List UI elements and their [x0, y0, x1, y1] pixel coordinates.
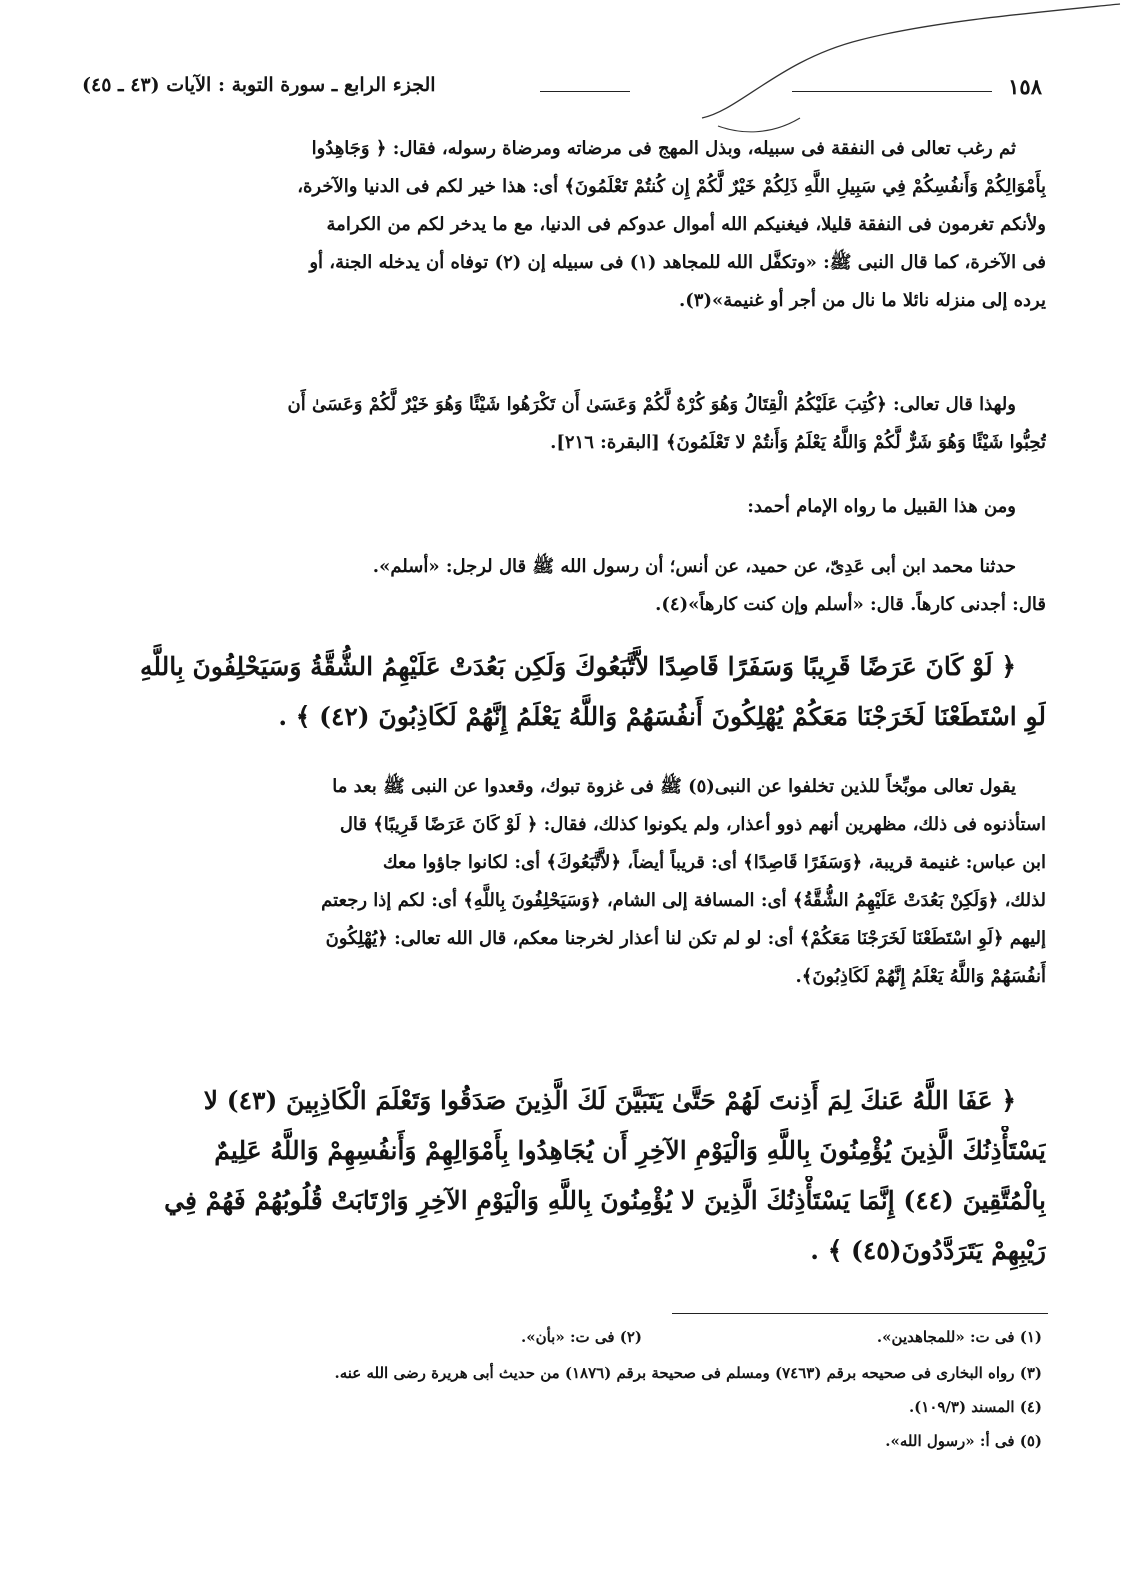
paragraph-line: استأذنوه فى ذلك، مظهرين أنهم ذوو أعذار، ولم يكونوا كذلك، فقال: ﴿ لَوْ كَانَ عَرَضًا قَرِيبًا﴾ قال [339, 814, 1046, 835]
verse-line: رَيْبِهِمْ يَتَرَدَّدُونَ(٤٥) ﴾ . [810, 1236, 1046, 1265]
paragraph-line: لذلك، ﴿وَلَكِنْ بَعُدَتْ عَلَيْهِمُ الشُّقَّةُ﴾ أى: المسافة إلى الشام، ﴿وَسَيَحْلِفُونَ بِاللَّهِ﴾ أى: لكم إذا رجعتم [321, 890, 1046, 911]
header-rule-right [792, 91, 992, 92]
paragraph-line: حدثنا محمد ابن أبى عَدِىّ، عن حميد، عن أنس؛ أن رسول الله ﷺ قال لرجل: «أسلم». [372, 556, 1016, 577]
footnote-row-1 [72, 1328, 1042, 1346]
footnote-5: (٥) فى أ: «رسول الله». [885, 1432, 1042, 1450]
verse-line: يَسْتَأْذِنُكَ الَّذِينَ يُؤْمِنُونَ بِاللَّهِ وَالْيَوْمِ الآخِرِ أَن يُجَاهِدُوا بِأَمْوَالِهِمْ وَأَنفُسِهِمْ وَاللَّهُ عَلِيمٌ [214, 1136, 1046, 1165]
footnote-1: (١) فى ت: «للمجاهدين». [876, 1328, 1042, 1346]
footnote-rule [672, 1313, 1048, 1314]
running-header [78, 72, 1044, 106]
paragraph-line: فى الآخرة، كما قال النبى ﷺ: «وتكفَّل الله للمجاهد (١) فى سبيله إن (٢) توفاه أن يدخله الجنة، أو [309, 252, 1046, 273]
paragraph-line: ابن عباس: غنيمة قريبة، ﴿وَسَفَرًا قَاصِدًا﴾ أى: قريباً أيضاً، ﴿لاَّتَّبَعُوكَ﴾ أى: لكانوا جاؤوا معك [382, 852, 1046, 873]
paragraph-line: ولأنكم تغرمون فى النفقة قليلا، فيغنيكم الله أموال عدوكم فى الدنيا، مع ما يدخر لكم من الكرامة [326, 214, 1046, 235]
footnote-3: (٣) رواه البخارى فى صحيحه برقم (٧٤٦٣) ومسلم فى صحيحة برقم (١٨٧٦) من حديث أبى هريرة رضى الله عنه. [334, 1364, 1042, 1382]
paragraph-line: تُحِبُّوا شَيْئًا وَهُوَ شَرٌّ لَّكُمْ وَاللَّهُ يَعْلَمُ وَأَنتُمْ لا تَعْلَمُونَ﴾ [البقرة: ٢١٦]. [550, 432, 1046, 453]
verse-line: ﴿ لَوْ كَانَ عَرَضًا قَرِيبًا وَسَفَرًا قَاصِدًا لاَّتَّبَعُوكَ وَلَكِن بَعُدَتْ عَلَيْهِمُ الشُّقَّةُ وَسَيَحْلِفُونَ بِاللَّهِ [139, 652, 1016, 681]
footnote-2: (٢) فى ت: «بأن». [521, 1328, 642, 1346]
header-rule-left [540, 91, 630, 92]
paragraph-line: إليهم ﴿لَوِ اسْتَطَعْنَا لَخَرَجْنَا مَعَكُمْ﴾ أى: لو لم تكن لنا أعذار لخرجنا معكم، قال الله تعالى: ﴿يُهْلِكُونَ [325, 928, 1046, 949]
paragraph-2 [76, 386, 1046, 462]
paragraph-5 [76, 768, 1046, 996]
quran-verse-block-1 [76, 642, 1046, 742]
verse-line: لَوِ اسْتَطَعْنَا لَخَرَجْنَا مَعَكُمْ يُهْلِكُونَ أَنفُسَهُمْ وَاللَّهُ يَعْلَمُ إِنَّهُمْ لَكَاذِبُونَ (٤٢) ﴾ . [278, 702, 1046, 731]
header-title: الجزء الرابع ـ سورة التوبة : الآيات (٤٣ ـ ٤٥) [82, 74, 436, 96]
pen-scratch-mark [700, 0, 1122, 140]
paragraph-line: ثم رغب تعالى فى النفقة فى سبيله، وبذل المهج فى مرضاته ومرضاة رسوله، فقال: ﴿ وَجَاهِدُوا [311, 138, 1016, 159]
paragraph-line: ومن هذا القبيل ما رواه الإمام أحمد: [747, 496, 1016, 517]
paragraph-line: يرده إلى منزله نائلا ما نال من أجر أو غنيمة»(٣). [678, 290, 1046, 311]
verse-line: بِالْمُتَّقِينَ (٤٤) إِنَّمَا يَسْتَأْذِنُكَ الَّذِينَ لا يُؤْمِنُونَ بِاللَّهِ وَالْيَوْمِ الآخِرِ وَارْتَابَتْ قُلُوبُهُمْ فَهُمْ فِي [164, 1186, 1046, 1215]
paragraph-line: بِأَمْوَالِكُمْ وَأَنفُسِكُمْ فِي سَبِيلِ اللَّهِ ذَلِكُمْ خَيْرٌ لَّكُمْ إِن كُنتُمْ تَعْلَمُونَ﴾ أى: هذا خير لكم فى الدنيا والآخرة، [297, 176, 1046, 197]
paragraph-3 [76, 488, 1046, 526]
page-number: ١٥٨ [1008, 74, 1042, 99]
paragraph-line: يقول تعالى موبِّخاً للذين تخلفوا عن النبى(٥) ﷺ فى غزوة تبوك، وقعدوا عن النبى ﷺ بعد ما [332, 776, 1016, 797]
quran-verse-block-2 [76, 1076, 1046, 1276]
paragraph-line: ولهذا قال تعالى: ﴿كُتِبَ عَلَيْكُمُ الْقِتَالُ وَهُوَ كُرْهٌ لَّكُمْ وَعَسَىٰ أَن تَكْرَهُوا شَيْئًا وَهُوَ خَيْرٌ لَّكُمْ وَعَسَىٰ أَن [287, 394, 1016, 415]
paragraph-1 [76, 130, 1046, 320]
verse-line: ﴿ عَفَا اللَّهُ عَنكَ لِمَ أَذِنتَ لَهُمْ حَتَّىٰ يَتَبَيَّنَ لَكَ الَّذِينَ صَدَقُوا وَتَعْلَمَ الْكَاذِبِينَ (٤٣) لا [203, 1086, 1016, 1115]
footnote-4: (٤) المسند (١٠٩/٣). [908, 1398, 1042, 1416]
paragraph-line: أَنفُسَهُمْ وَاللَّهُ يَعْلَمُ إِنَّهُمْ لَكَاذِبُونَ﴾. [795, 966, 1046, 987]
paragraph-line: قال: أجدنى كارهاً. قال: «أسلم وإن كنت كارهاً»(٤). [655, 594, 1046, 615]
paragraph-4 [76, 548, 1046, 624]
